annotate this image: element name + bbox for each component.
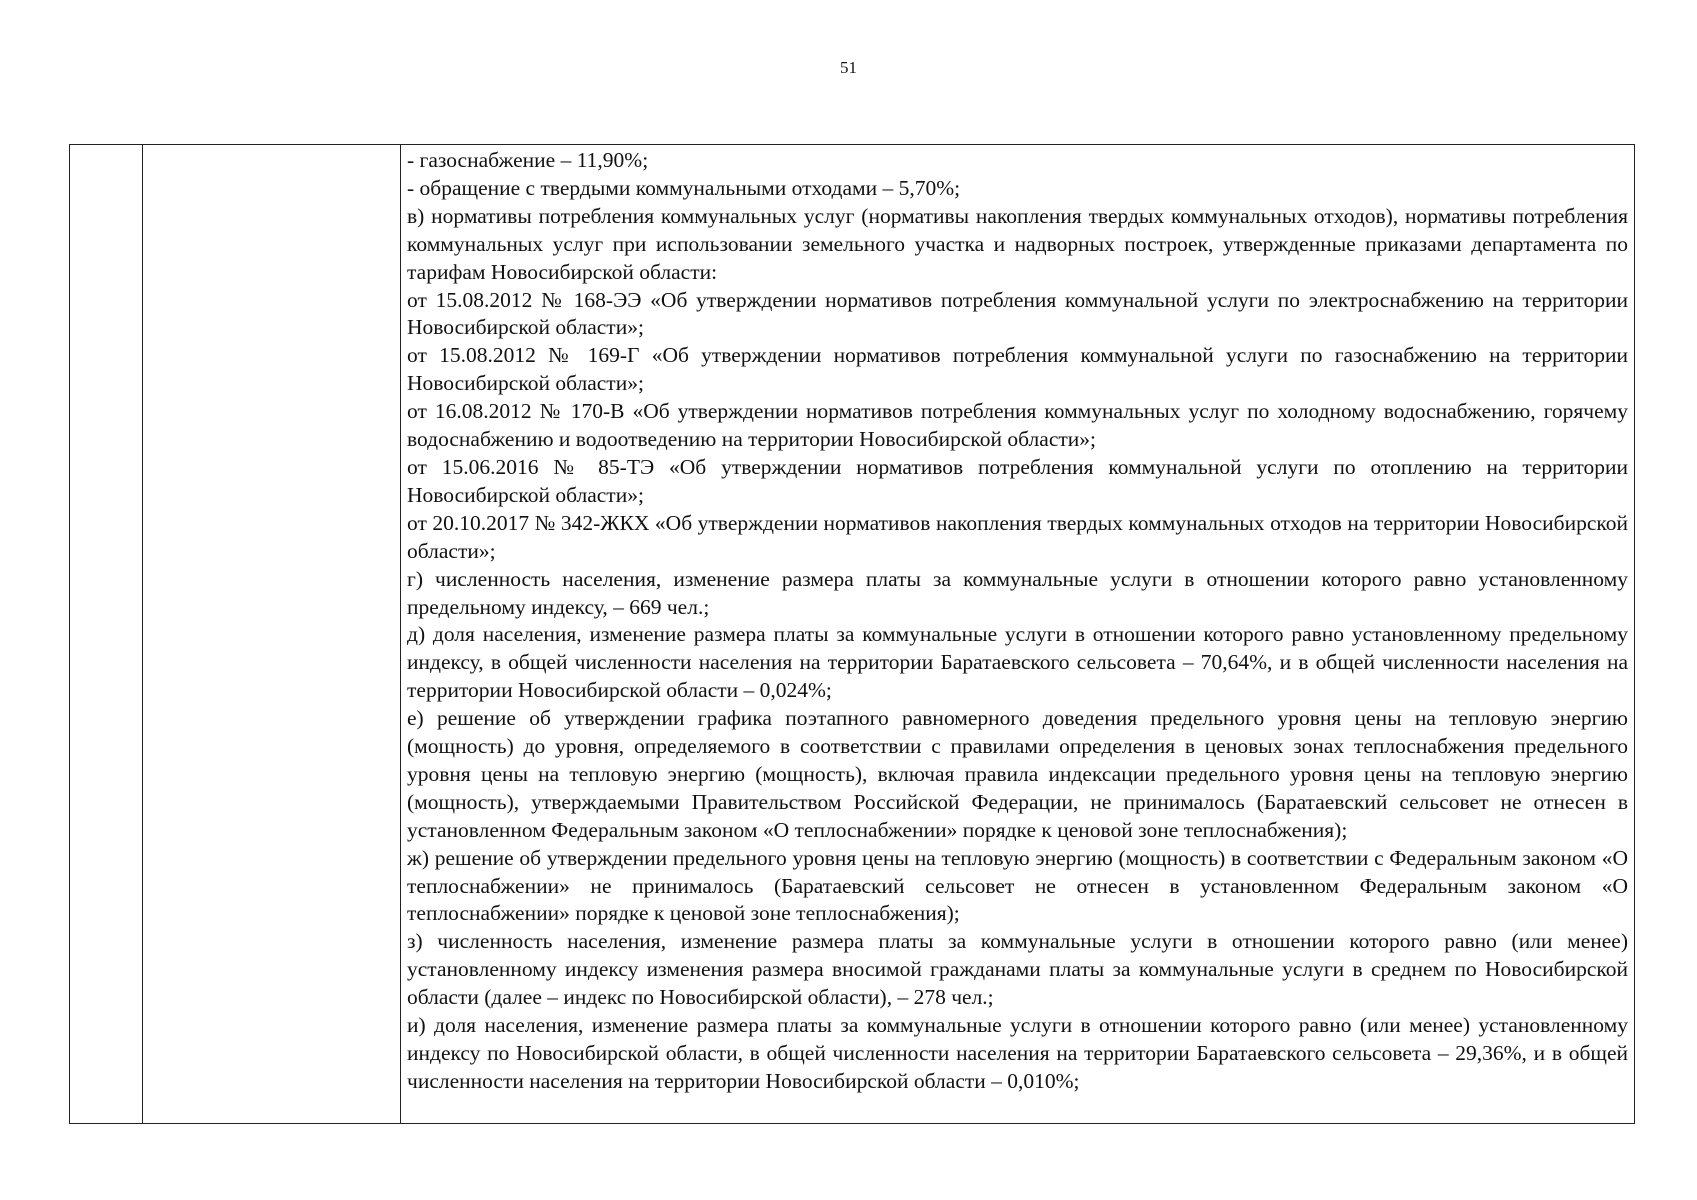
- table-column-content: [401, 145, 1634, 1123]
- paragraph-waste-handling: - обращение с твердыми коммунальными отходами – 5,70%;: [407, 175, 961, 200]
- paragraph-item-v: в) нормативы потребления коммунальных услуг (нормативы накопления твердых коммунальных отходов), нормативы потребления коммунальных услуг при использовании земельного участка и надворных построек, утвержденные приказами департамента по тарифам Новосибирской области:: [407, 203, 1628, 284]
- paragraph-order-168: от 15.08.2012 № 168-ЭЭ «Об утверждении нормативов потребления коммунальной услуги по электроснабжению на территории Новосибирской области»;: [407, 287, 1628, 340]
- paragraph-order-170: от 16.08.2012 № 170-В «Об утверждении нормативов потребления коммунальных услуг по холодному водоснабжению, горячему водоснабжению и водоотведению на территории Новосибирской области»;: [407, 399, 1628, 452]
- paragraph-item-i: и) доля населения, изменение размера платы за коммунальные услуги в отношении которого равно (или менее) установленному индексу по Новосибирской области, в общей численности населения на территории Баратаевского сельсовета – 29,36%, и в общей численности населения на территории Новосибирской области – 0,010%;: [407, 1013, 1628, 1093]
- table-column-number: [70, 145, 143, 1123]
- paragraph-order-169: от 15.08.2012 № 169-Г «Об утверждении нормативов потребления коммунальной услуги по газоснабжению на территории Новосибирской области»;: [407, 343, 1628, 396]
- table-column-indicator: [143, 145, 401, 1123]
- page-number: 51: [840, 58, 857, 77]
- paragraph-item-d: д) доля населения, изменение размера платы за коммунальные услуги в отношении которого равно установленному предельному индексу, в общей численности населения на территории Баратаевского сельсовета – 70,64%, и в общей численности населения на территории Новосибирской области – 0,024%;: [407, 622, 1628, 703]
- paragraph-gas-supply: - газоснабжение – 11,90%;: [407, 148, 649, 172]
- paragraph-order-342: от 20.10.2017 № 342-ЖКХ «Об утверждении нормативов накопления твердых коммунальных отходов на территории Новосибирской области»;: [407, 510, 1628, 563]
- paragraph-item-z: з) численность населения, изменение размера платы за коммунальные услуги в отношении которого равно (или менее) установленному индексу изменения размера вносимой гражданами платы за коммунальные услуги в среднем по Новосибирской области (далее – индекс по Новосибирской области), – 278 чел.;: [407, 929, 1628, 1010]
- paragraph-order-85: от 15.06.2016 № 85-ТЭ «Об утверждении нормативов потребления коммунальной услуги по отоплению на территории Новосибирской области»;: [407, 454, 1628, 507]
- document-table: [69, 144, 1635, 1124]
- paragraph-item-zh: ж) решение об утверждении предельного уровня цены на тепловую энергию (мощность) в соответствии с Федеральным законом «О теплоснабжении» не принималось (Баратаевский сельсовет не отнесен в установленном Федеральным законом «О теплоснабжении» порядке к ценовой зоне теплоснабжения);: [407, 845, 1628, 926]
- paragraph-item-g: г) численность населения, изменение размера платы за коммунальные услуги в отношении которого равно установленному предельному индексу, – 669 чел.;: [407, 566, 1628, 619]
- paragraph-item-e: е) решение об утверждении графика поэтапного равномерного доведения предельного уровня цены на тепловую энергию (мощность) до уровня, определяемого в соответствии с правилами определения в ценовых зонах теплоснабжения предельного уровня цены на тепловую энергию (мощность), включая правила индексации предельного уровня цены на тепловую энергию (мощность), утверждаемыми Правительством Российской Федерации, не принималось (Баратаевский сельсовет не отнесен в установленном Федеральным законом «О теплоснабжении» порядке к ценовой зоне теплоснабжения);: [407, 706, 1628, 842]
